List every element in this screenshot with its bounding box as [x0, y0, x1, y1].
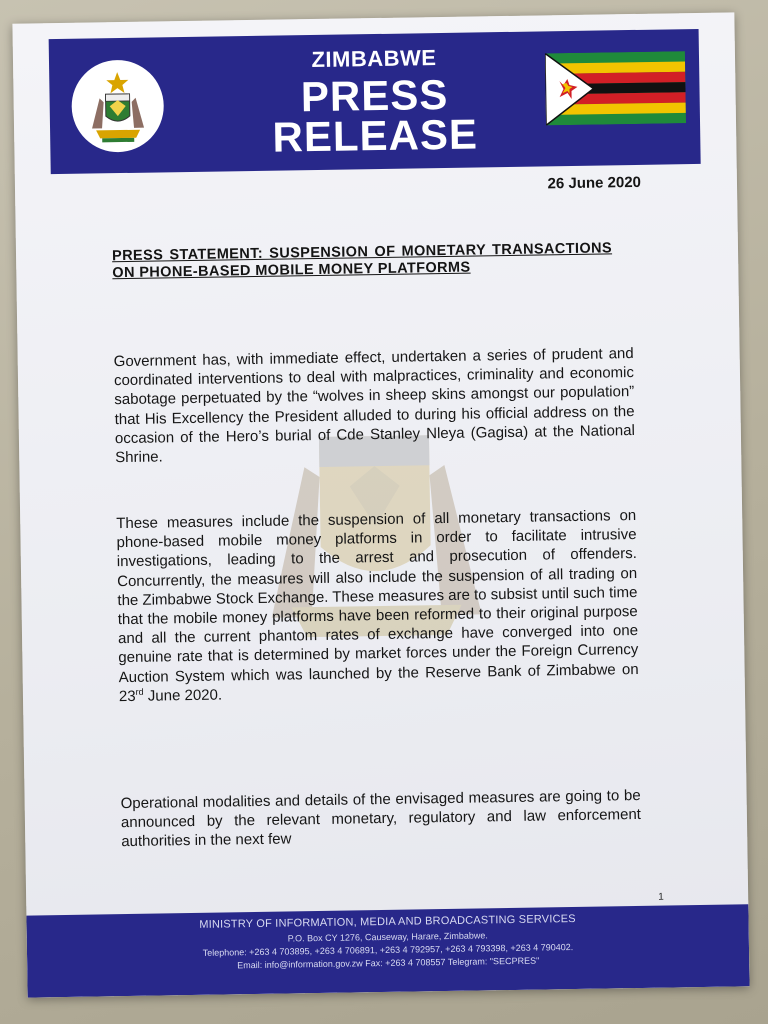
press-release-page [12, 12, 749, 997]
release-date: 26 June 2020 [547, 173, 642, 193]
paragraph-1: Government has, with immediate effect, undertaken a series of prudent and coordinated interventions to deal with malpractices, criminality and economic sabotage perpetuated by the “wolves in sheep skins amongst our population” that His Excellency the President alluded to during his official address on the occasion of the Hero’s burial of Cde Stanley Nleya (Gagisa) at the National Shrine. [113, 345, 635, 467]
footer-ministry: MINISTRY OF INFORMATION, MEDIA AND BROADCASTING SERVICES [199, 912, 576, 931]
paragraph-2-text: These measures include the suspension of all monetary transactions on phone-based mobile money platforms in order to facilitate intrusive investigations, leading to the arrest and prosecution of offenders. Concurrently, the measures will also include the suspension of all trading on the Zimbabwe Stock Exchange. These measures are to subsist until such time that the mobile money platforms have been reformed to their original purpose and all the current phantom rates of exchange have converged into one genuine rate that is determined by market forces under the Foreign Currency Auction System which was launched by the Reserve Bank of Zimbabwe on 23 [116, 506, 639, 705]
header-title-line1: PRESS [300, 70, 449, 121]
ordinal-suffix: rd [135, 686, 144, 697]
page-number: 1 [658, 891, 664, 903]
paragraph-2 [116, 506, 639, 706]
header-banner [49, 29, 701, 174]
header-country: ZIMBABWE [311, 45, 437, 73]
paragraph-2-tail: June 2020. [143, 686, 223, 705]
footer-address: P.O. Box CY 1276, Causeway, Harare, Zimbabwe. [287, 930, 488, 944]
header-title-line2: RELEASE [272, 110, 479, 161]
footer-telephone: Telephone: +263 4 703895, +263 4 706891, +263 4 792957, +263 4 793398, +263 4 790402. [202, 942, 574, 958]
footer-banner [26, 904, 749, 997]
paragraph-3: Operational modalities and details of the envisaged measures are going to be announced by the relevant monetary, regulatory and law enforcement authorities in the next few [120, 786, 642, 851]
zimbabwe-flag-icon [545, 51, 686, 125]
footer-contact: Email: info@information.gov.zw Fax: +263 4 708557 Telegram: "SECPRES" [237, 955, 540, 971]
statement-subject: PRESS STATEMENT: SUSPENSION OF MONETARY TRANSACTIONS ON PHONE-BASED MOBILE MONEY PLATFORMS [111, 240, 613, 282]
